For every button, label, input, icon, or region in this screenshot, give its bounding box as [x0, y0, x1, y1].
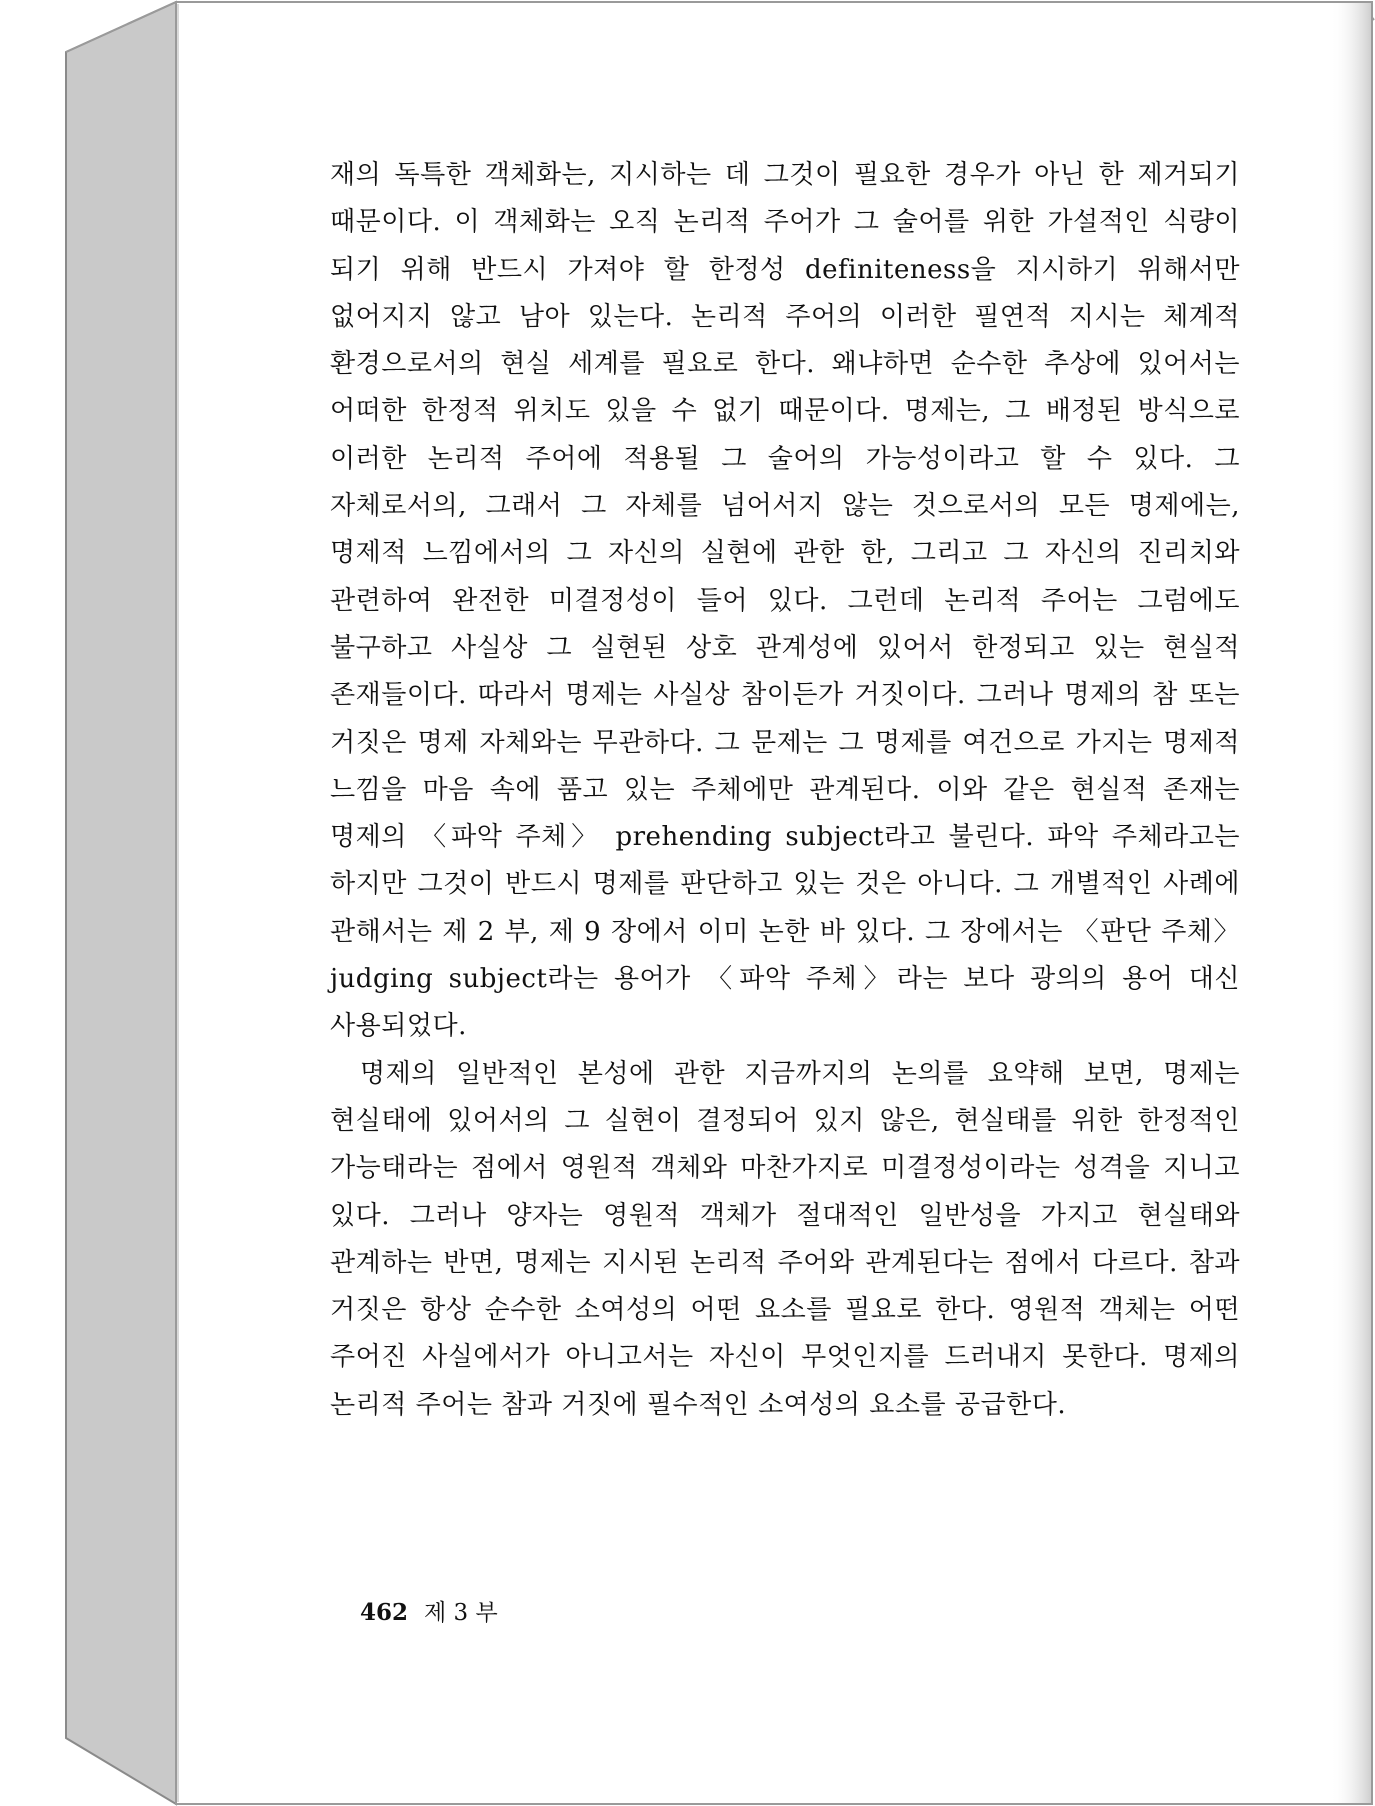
book-spine	[66, 2, 176, 1804]
page-number: 462	[360, 1599, 409, 1626]
page-body-text	[330, 152, 1240, 1429]
page-footer	[360, 1594, 498, 1627]
page-right-shade	[1330, 3, 1371, 1803]
paragraph-1: 재의 독특한 객체화는, 지시하는 데 그것이 필요한 경우가 아닌 한 제거되기 때문이다. 이 객체화는 오직 논리적 주어가 그 술어를 위한 가설적인 식량이 되기 위해 반드시 가져야 할 한정성 definiteness을 지시하기 위해서만 없어지지 않고 남아 있는다. 논리적 주어의 이러한 필연적 지시는 체계적 환경으로서의 현실 세계를 필요로 한다. 왜냐하면 순수한 추상에 있어서는 어떠한 한정적 위치도 있을 수 없기 때문이다. 명제는, 그 배정된 방식으로 이러한 논리적 주어에 적용될 그 술어의 가능성이라고 할 수 있다. 그 자체로서의, 그래서 그 자체를 넘어서지 않는 것으로서의 모든 명제에는, 명제적 느낌에서의 그 자신의 실현에 관한 한, 그리고 그 자신의 진리치와 관련하여 완전한 미결정성이 들어 있다. 그런데 논리적 주어는 그럼에도 불구하고 사실상 그 실현된 상호 관계성에 있어서 한정되고 있는 현실적 존재들이다. 따라서 명제는 사실상 참이든가 거짓이다. 그러나 명제의 참 또는 거짓은 명제 자체와는 무관하다. 그 문제는 그 명제를 여건으로 가지는 명제적 느낌을 마음 속에 품고 있는 주체에만 관계된다. 이와 같은 현실적 존재는 명제의 〈파악 주체〉 prehending subject라고 불린다. 파악 주체라고는 하지만 그것이 반드시 명제를 판단하고 있는 것은 아니다. 그 개별적인 사례에 관해서는 제 2 부, 제 9 장에서 이미 논한 바 있다. 그 장에서는 〈판단 주체〉 judging subject라는 용어가 〈파악 주체〉라는 보다 광의의 용어 대신 사용되었다.	[330, 160, 1240, 1042]
running-footer-part: 제 3 부	[424, 1600, 498, 1626]
paragraph-2: 명제의 일반적인 본성에 관한 지금까지의 논의를 요약해 보면, 명제는 현실태에 있어서의 그 실현이 결정되어 있지 않은, 현실태를 위한 한정적인 가능태라는 점에서 영원적 객체와 마찬가지로 미결정성이라는 성격을 지니고 있다. 그러나 양자는 영원적 객체가 절대적인 일반성을 가지고 현실태와 관계하는 반면, 명제는 지시된 논리적 주어와 관계된다는 점에서 다르다. 참과 거짓은 항상 순수한 소여성의 어떤 요소를 필요로 한다. 영원적 객체는 어떤 주어진 사실에서가 아니고서는 자신이 무엇인지를 드러내지 못한다. 명제의 논리적 주어는 참과 거짓에 필수적인 소여성의 요소를 공급한다.	[330, 1058, 1240, 1420]
